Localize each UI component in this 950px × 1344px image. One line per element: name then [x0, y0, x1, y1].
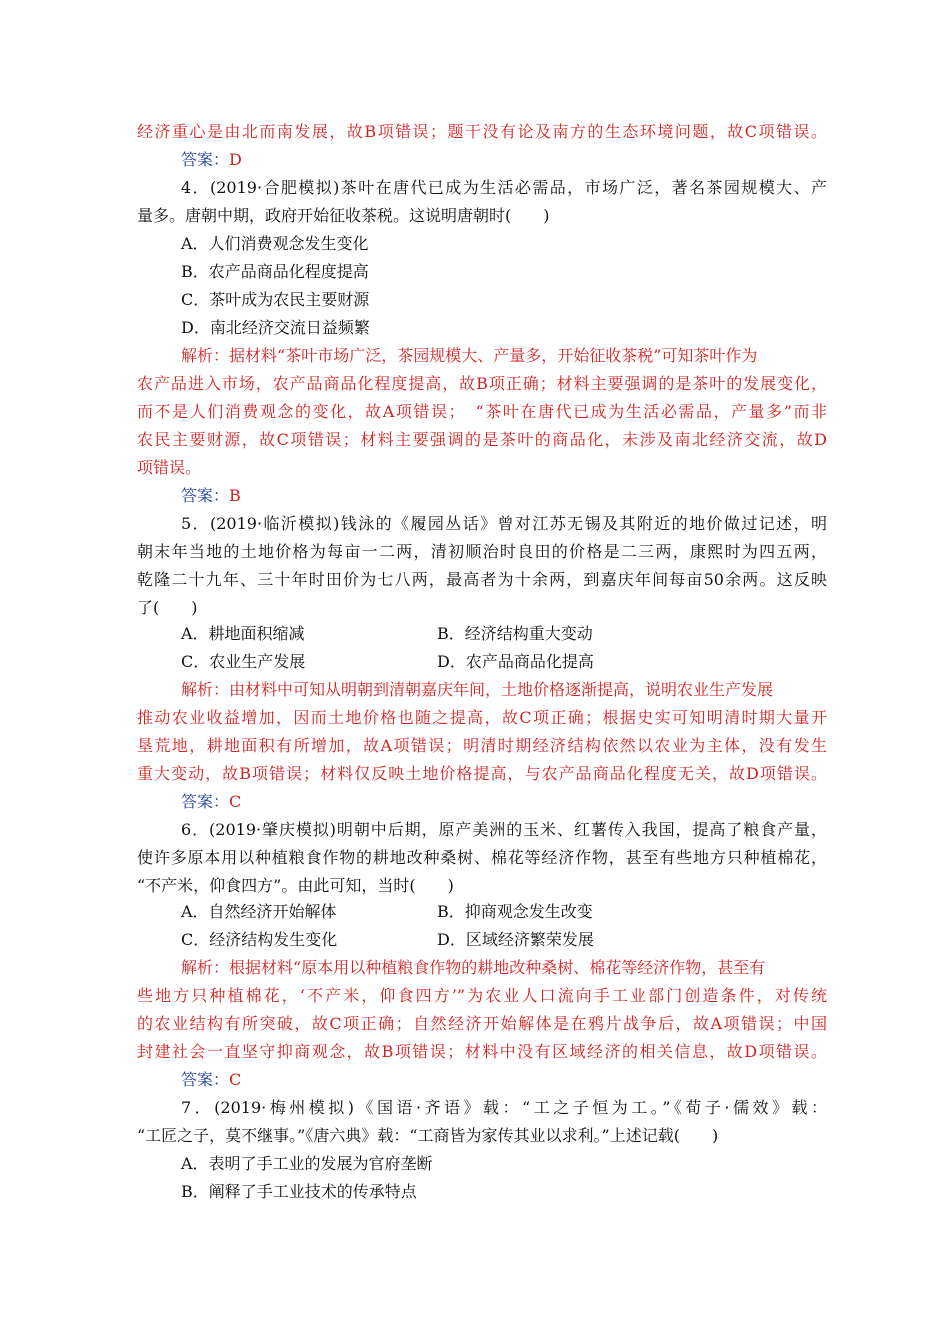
- question-4-analysis-line-4: 农民主要财源，故C项错误；材料主要强调的是茶叶的商品化，未涉及南北经济交流，故D: [137, 430, 827, 449]
- question-5-option-c: C．农业生产发展: [181, 652, 306, 671]
- answer-value: B: [229, 486, 241, 505]
- question-4-analysis-line-2: 农产品进入市场，农产品商品化程度提高，故B项正确；材料主要强调的是茶叶的发展变化，: [137, 374, 827, 393]
- question-5-option-a: A．耕地面积缩减: [181, 624, 305, 643]
- analysis-continuation: 经济重心是由北而南发展，故B项错误；题干没有论及南方的生态环境问题，故C项错误。: [137, 122, 827, 141]
- answer-value: C: [229, 1070, 242, 1089]
- question-6-stem-line-1: 6．(2019·肇庆模拟)明朝中后期，原产美洲的玉米、红薯传入我国，提高了粮食产量，: [181, 820, 827, 839]
- question-5-stem-line-4: 了( ): [137, 598, 198, 617]
- question-5-analysis-line-2: 推动农业收益增加，因而土地价格也随之提高，故C项正确；根据史实可知明清时期大量开: [137, 708, 827, 727]
- question-6-analysis-line-1: [181, 958, 827, 978]
- question-5-stem-line-3: 乾隆二十九年、三十年时田价为七八两，最高者为十余两，到嘉庆年间每亩50余两。这反映: [137, 570, 827, 589]
- question-7-option-b: B．阐释了手工业技术的传承特点: [181, 1182, 417, 1201]
- question-4-option-a: A．人们消费观念发生变化: [181, 234, 369, 253]
- question-6-option-a: A．自然经济开始解体: [181, 902, 337, 921]
- question-6-stem-line-3: “不产米，仰食四方”。由此可知，当时( ): [137, 876, 454, 895]
- answer-value: C: [229, 792, 242, 811]
- question-4-stem-line-2: 量多。唐朝中期，政府开始征收茶税。这说明唐朝时( ): [137, 206, 550, 225]
- question-4-option-c: C．茶叶成为农民主要财源: [181, 290, 370, 309]
- answer-line: [181, 150, 871, 170]
- analysis-label: 解析：: [181, 958, 230, 977]
- question-5-option-b: B．经济结构重大变动: [437, 624, 593, 643]
- answer-label: 答案：: [181, 486, 230, 505]
- question-4-option-d: D．南北经济交流日益频繁: [181, 318, 370, 337]
- question-5-analysis-line-4: 重大变动，故B项错误；材料仅反映土地价格提高，与农产品商品化程度无关，故D项错误。: [137, 764, 827, 783]
- question-4-analysis-line-3: 而不是人们消费观念的变化，故A项错误； “茶叶在唐代已成为生活必需品，产量多”而非: [137, 402, 827, 421]
- question-4-stem-line-1: 4．(2019·合肥模拟)茶叶在唐代已成为生活必需品，市场广泛，著名茶园规模大、产: [181, 178, 827, 197]
- analysis-label: 解析：: [181, 680, 230, 699]
- answer-value: D: [229, 150, 242, 169]
- analysis-text: 由材料中可知从明朝到清朝嘉庆年间，土地价格逐渐提高，说明农业生产发展: [229, 680, 774, 699]
- analysis-text: 根据材料“原本用以种植粮食作物的耕地改种桑树、棉花等经济作物，甚至有: [229, 958, 766, 977]
- question-5-stem-line-1: 5．(2019·临沂模拟)钱泳的《履园丛话》曾对江苏无锡及其附近的地价做过记述，明: [181, 514, 827, 533]
- question-6-analysis-line-4: 封建社会一直坚守抑商观念，故B项错误；材料中没有区域经济的相关信息，故D项错误。: [137, 1042, 827, 1061]
- answer-label: 答案：: [181, 1070, 230, 1089]
- question-4-option-b: B．农产品商品化程度提高: [181, 262, 369, 281]
- answer-label: 答案：: [181, 150, 230, 169]
- question-6-answer: [181, 1070, 871, 1090]
- question-6-option-c: C．经济结构发生变化: [181, 930, 338, 949]
- question-5-answer: [181, 792, 871, 812]
- answer-label: 答案：: [181, 792, 230, 811]
- question-6-analysis-line-3: 的农业结构有所突破，故C项正确；自然经济开始解体是在鸦片战争后，故A项错误；中国: [137, 1014, 827, 1033]
- question-5-option-d: D．农产品商品化提高: [437, 652, 594, 671]
- question-4-analysis-line-5: 项错误。: [137, 458, 202, 477]
- analysis-text: 据材料“茶叶市场广泛，茶园规模大、产量多，开始征收茶税”可知茶叶作为: [229, 346, 758, 365]
- question-6-stem-line-2: 使许多原本用以种植粮食作物的耕地改种桑树、棉花等经济作物，甚至有些地方只种植棉花，: [137, 848, 827, 867]
- question-7-option-a: A．表明了手工业的发展为官府垄断: [181, 1154, 433, 1173]
- question-6-option-d: D．区域经济繁荣发展: [437, 930, 594, 949]
- question-6-option-b: B．抑商观念发生改变: [437, 902, 593, 921]
- question-5-analysis-line-3: 垦荒地，耕地面积有所增加，故A项错误；明清时期经济结构依然以农业为主体，没有发生: [137, 736, 827, 755]
- question-5-analysis-line-1: [181, 680, 827, 700]
- question-4-analysis-line-1: [181, 346, 827, 366]
- question-6-analysis-line-2: 些地方只种植棉花，‘不产米，仰食四方’”为农业人口流向手工业部门创造条件，对传统: [137, 986, 827, 1005]
- analysis-label: 解析：: [181, 346, 230, 365]
- question-7-stem-line-1: 7．(2019·梅州模拟)《国语·齐语》载：“工之子恒为工。”《荀子·儒效》载：: [181, 1098, 827, 1117]
- question-4-answer: [181, 486, 871, 506]
- question-5-stem-line-2: 朝末年当地的土地价格为每亩一二两，清初顺治时良田的价格是二三两，康熙时为四五两，: [137, 542, 827, 561]
- question-7-stem-line-2: “工匠之子，莫不继事。”《唐六典》载：“工商皆为家传其业以求利。”上述记载( ): [137, 1126, 719, 1145]
